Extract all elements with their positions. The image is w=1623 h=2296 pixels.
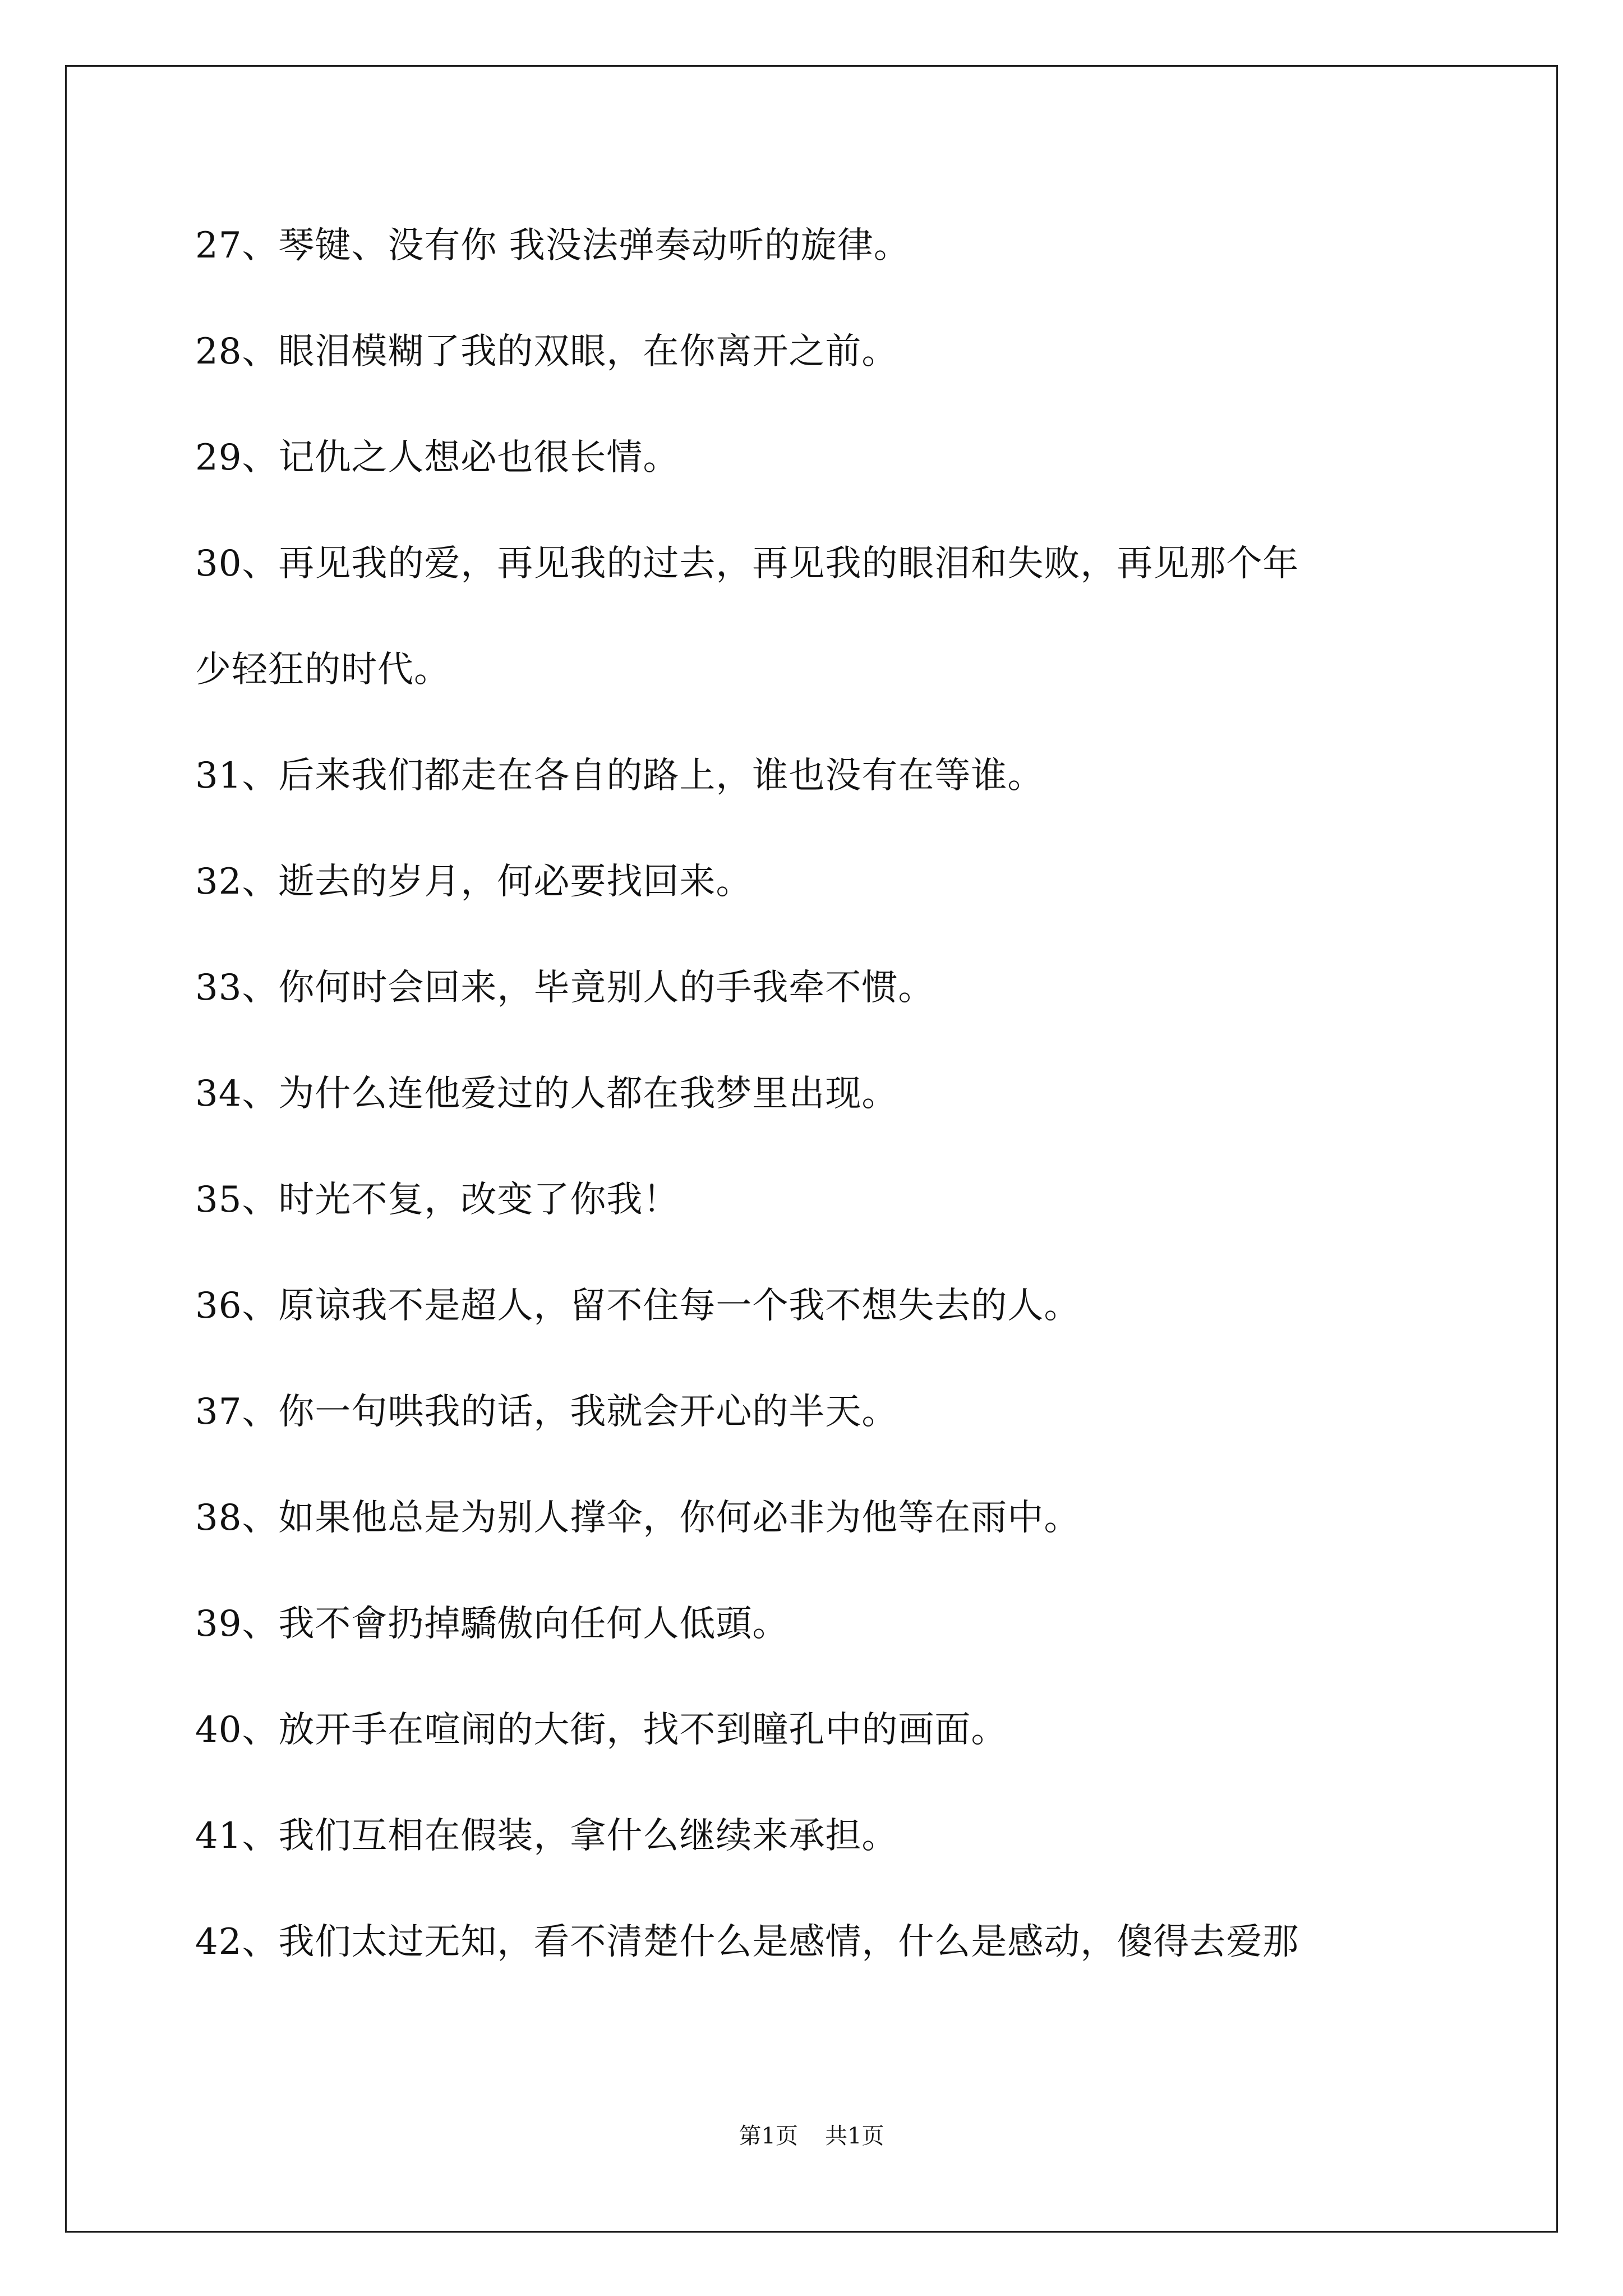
text-line: 36、原谅我不是超人，留不住每一个我不想失去的人。 <box>195 1285 1081 1327</box>
page-footer <box>0 2120 1623 2152</box>
text-line: 42、我们太过无知，看不清楚什么是感情，什么是感动，傻得去爱那 <box>195 1921 1299 1963</box>
document-body <box>195 219 1451 2021</box>
text-line: 29、记仇之人想必也很长情。 <box>195 437 680 478</box>
text-line: 41、我们互相在假装，拿什么继续来承担。 <box>195 1815 898 1857</box>
text-line: 32、逝去的岁月，何必要找回来。 <box>195 861 753 903</box>
text-line: 35、时光不复，改变了你我！ <box>195 1179 680 1221</box>
text-line: 31、后来我们都走在各自的路上，谁也没有在等谁。 <box>195 755 1044 797</box>
text-line: 37、你一句哄我的话，我就会开心的半天。 <box>195 1391 898 1433</box>
text-line: 少轻狂的时代。 <box>195 649 450 691</box>
text-line: 30、再见我的爱，再见我的过去，再见我的眼泪和失败，再见那个年 <box>195 543 1299 585</box>
page-total: 共1页 <box>825 2123 884 2149</box>
text-line: 38、如果他总是为别人撑伞，你何必非为他等在雨中。 <box>195 1497 1081 1539</box>
text-line: 39、我不會扔掉驕傲向任何人低頭。 <box>195 1603 789 1645</box>
text-line: 33、你何时会回来，毕竟别人的手我牵不惯。 <box>195 967 935 1009</box>
page-number: 第1页 <box>739 2123 798 2149</box>
text-line: 28、眼泪模糊了我的双眼，在你离开之前。 <box>195 331 898 372</box>
text-line: 34、为什么连他爱过的人都在我梦里出现。 <box>195 1073 898 1115</box>
text-line: 40、放开手在喧闹的大街，找不到瞳孔中的画面。 <box>195 1709 1008 1751</box>
text-line: 27、琴键、没有你 我没法弹奏动听的旋律。 <box>195 225 910 266</box>
